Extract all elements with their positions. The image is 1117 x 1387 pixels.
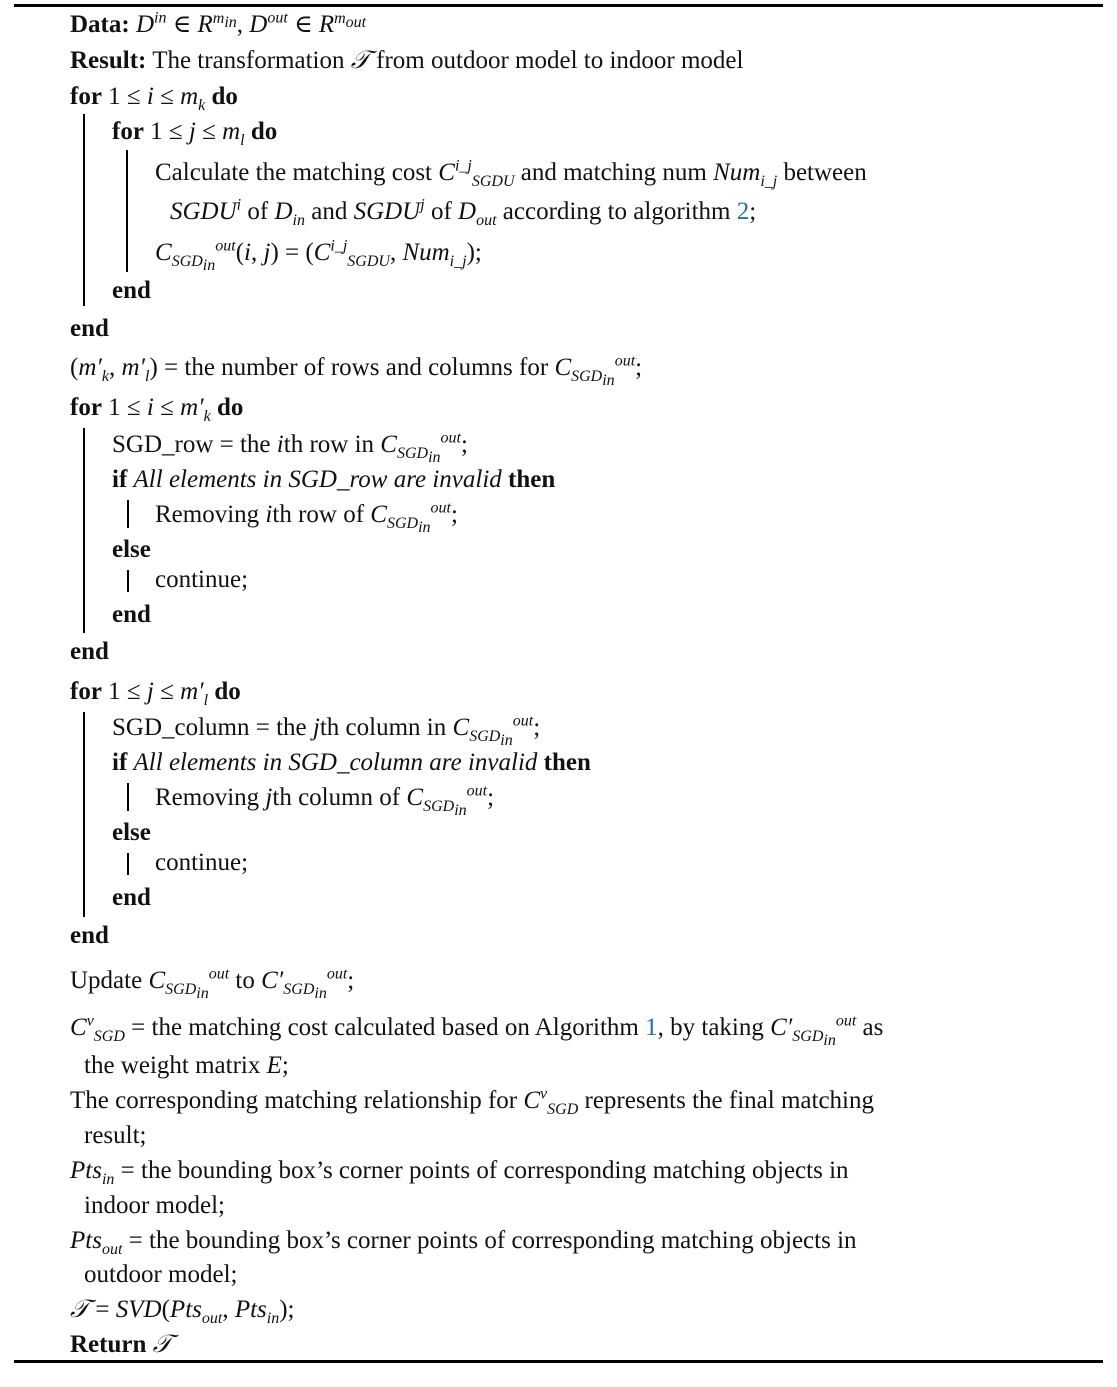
block-bar [127,500,129,528]
data-label: Data: [70,11,130,38]
matching-relationship-line: The corresponding matching relationship for $C^v_{SGD}$ represents the final matching [70,1085,874,1118]
result-label: Result: [70,47,147,74]
if-row-invalid: if All elements in SGD_row are invalid then [112,466,556,493]
assign-cost-line: $C_{SGD_{in}}^{out}(i$, $j) = (C^{i\_j}_{SGDU}$, Num$_{i\_j}$); [155,237,482,275]
svd-line: 𝒯 = SVD(Pts$_{out}$, Pts$_{in}$); [70,1296,295,1327]
sgd-column-line: SGD_column = the jth column in $C_{SGD_{in}}^{out}$; [112,712,541,750]
end-if-column: end [112,884,151,911]
result-line: Result: The transformation 𝒯 from outdoor model to indoor model [70,47,744,74]
pts-in-cont: indoor model; [84,1192,225,1219]
if-column-invalid: if All elements in SGD_column are invalid then [112,749,591,776]
continue-column: continue; [155,849,249,876]
calc-cost-line: Calculate the matching cost $C^{i\_j}_{SGDU}$ and matching num Num$_{i\_j}$ between [155,157,867,190]
pts-in-line: Pts$_{in}$ = the bounding box’s corner points of corresponding matching objects in [70,1157,849,1188]
block-bar [83,428,85,633]
block-bar [127,783,129,811]
algorithm-2-link[interactable]: 2 [736,198,750,225]
pts-out-line: Pts$_{out}$ = the bounding box’s corner points of corresponding matching objects in [70,1227,857,1258]
matching-relationship-cont: result; [84,1122,147,1149]
return-line: Return 𝒯 [70,1331,172,1358]
end-for-rows: end [70,638,109,665]
algorithm-1-link[interactable]: 1 [645,1014,658,1041]
end-inner: end [112,277,151,304]
block-bar [83,114,85,306]
for-j-cols: for $1 \le j \le m'_l$ do [70,678,241,709]
remove-column-line: Removing jth column of $C_{SGD_{in}}^{out}$; [155,782,495,820]
bottom-rule [14,1360,1103,1363]
end-for-cols: end [70,922,109,949]
for-j-loop: for $1 \le j \le m_l$ do [112,118,278,149]
cv-line: $C^v_{SGD}$ = the matching cost calculated based on Algorithm 1, by taking $C'_{SGD_{in}}^{out}$ as [70,1012,884,1050]
update-line: Update $C_{SGD_{in}}^{out}$ to $C'_{SGD_{in}}^{out}$; [70,965,355,1003]
end-if-row: end [112,601,151,628]
block-bar [127,570,129,592]
sgd-row-line: SGD_row = the ith row in $C_{SGD_{in}}^{out}$; [112,429,468,467]
else-row: else [112,536,151,563]
cv-line-cont: the weight matrix E; [84,1052,289,1079]
data-line: Data: $D^{in}$ ∈ $R^{m_{in}}$, $D^{out}$ ∈ $R^{m_{out}}$ [70,9,367,38]
calc-cost-line-cont: SGDU$^i$ of $D_{in}$ and SGDU$^j$ of $D_{out}$ according to algorithm 2; [170,196,757,229]
pts-out-cont: outdoor model; [84,1261,238,1288]
else-column: else [112,819,151,846]
for-i-rows: for $1 \le i \le m'_k$ do [70,394,244,425]
top-rule [14,4,1103,7]
remove-row-line: Removing ith row of $C_{SGD_{in}}^{out}$; [155,499,458,537]
block-bar [126,150,128,272]
rows-cols-line: ($m'_k$, $m'_l$) = the number of rows and columns for $C_{SGD_{in}}^{out}$; [70,352,643,390]
block-bar [83,712,85,917]
continue-row: continue; [155,566,249,593]
block-bar [127,853,129,875]
for-i-loop: for $1 \le i \le m_k$ do [70,83,238,114]
end-outer: end [70,315,109,342]
